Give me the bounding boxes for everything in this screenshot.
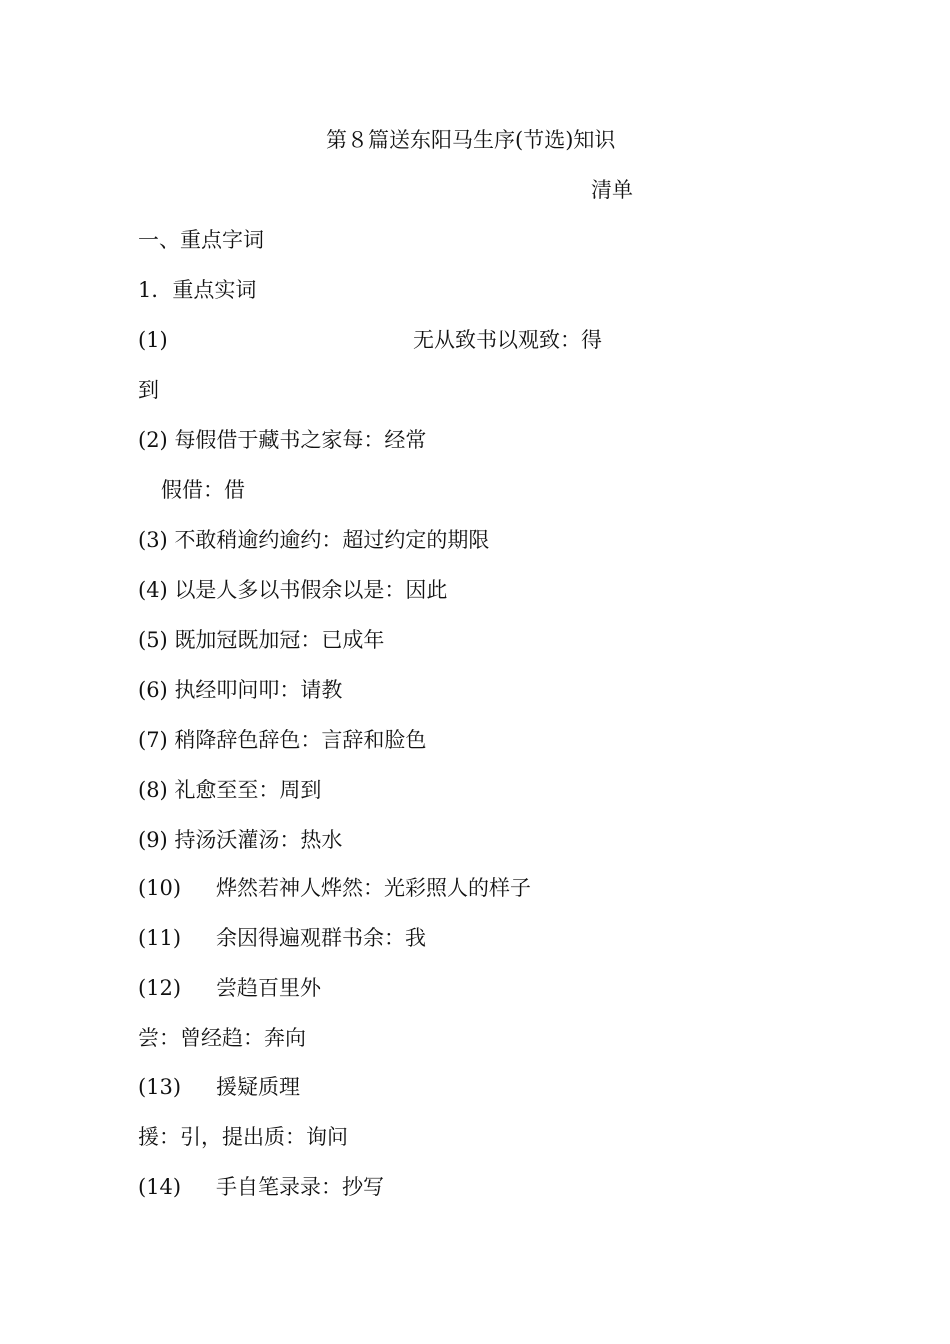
item-number: (10) (138, 876, 182, 900)
item-number: (6) (138, 678, 168, 702)
item-number: (1) (138, 328, 168, 352)
item-2-continuation: 假借：借 (161, 478, 245, 502)
item-number: (12) (138, 976, 182, 1000)
section-heading: 一、重点字词 (138, 228, 264, 252)
item-2 (138, 426, 426, 454)
doc-title-line2: 清单 (591, 178, 633, 202)
item-number: (9) (138, 828, 168, 852)
item-number: (13) (138, 1075, 182, 1099)
item-text: 烨然若神人烨然：光彩照人的样子 (216, 876, 531, 900)
item-4 (138, 576, 447, 604)
item-text: 不敢稍逾约逾约：超过约定的期限 (174, 528, 490, 552)
item-number: (3) (138, 528, 168, 552)
item-13 (138, 1073, 300, 1101)
item-6 (138, 676, 342, 704)
item-3 (138, 526, 489, 554)
subsection-heading: 1．重点实词 (138, 278, 257, 302)
item-text: 手自笔录录：抄写 (216, 1175, 384, 1199)
item-7 (138, 726, 426, 754)
item-text: 礼愈至至：周到 (174, 778, 322, 802)
item-number: (8) (138, 778, 168, 802)
item-10 (138, 874, 531, 902)
item-number: (14) (138, 1175, 182, 1199)
item-12 (138, 974, 321, 1002)
item-text: 每假借于藏书之家每：经常 (174, 428, 427, 452)
item-text: 既加冠既加冠：已成年 (174, 628, 385, 652)
item-8 (138, 776, 321, 804)
item-number: (7) (138, 728, 168, 752)
item-number: (5) (138, 628, 168, 652)
item-1 (138, 326, 168, 354)
item-text: 尝趋百里外 (216, 976, 321, 1000)
item-number: (4) (138, 578, 168, 602)
item-number: (11) (138, 926, 182, 950)
item-text: 稍降辞色辞色：言辞和脸色 (174, 728, 427, 752)
item-14 (138, 1173, 384, 1201)
item-9 (138, 826, 342, 854)
item-text: 余因得遍观群书余：我 (216, 926, 426, 950)
item-number: (2) (138, 428, 168, 452)
item-1-continuation: 到 (138, 378, 159, 402)
item-11 (138, 924, 426, 952)
item-5 (138, 626, 384, 654)
item-1-text: 无从致书以观致：得 (413, 328, 602, 352)
doc-title-line1: 第８篇送东阳马生序(节选)知识 (326, 128, 616, 152)
item-12-continuation: 尝：曾经趋：奔向 (138, 1026, 306, 1050)
item-13-continuation: 援：引，提出质：询问 (138, 1125, 348, 1149)
item-text: 执经叩问叩：请教 (174, 678, 343, 702)
item-text: 持汤沃灌汤：热水 (174, 828, 343, 852)
item-text: 以是人多以书假余以是：因此 (174, 578, 448, 602)
item-text: 援疑质理 (216, 1075, 300, 1099)
